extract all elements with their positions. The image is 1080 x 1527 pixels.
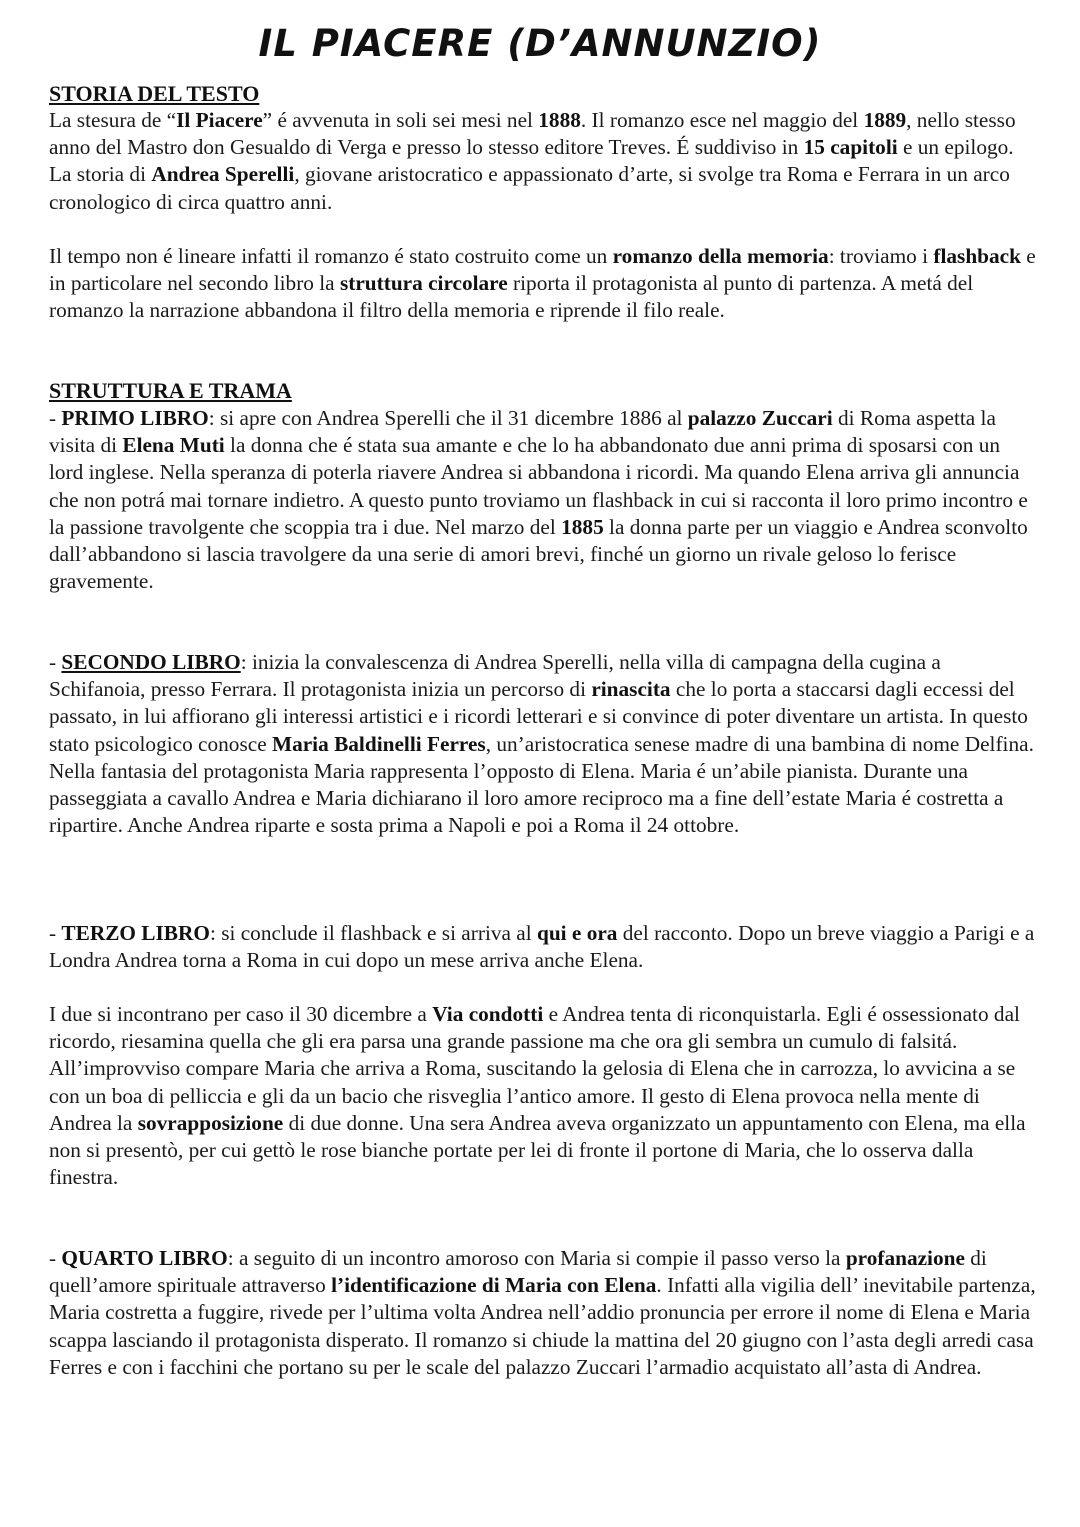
text-run: : a seguito di un incontro amoroso con Maria si compie il passo verso la [227, 1246, 846, 1270]
text-run: che lo porta a staccarsi dagli eccessi del passato, in lui affiorano gli interessi artistici e i ricordi letterari e si convince di poter diventare un artista. In questo stato psicologico conosce [49, 677, 1028, 756]
bold-identificazione: l’identificazione di Maria con Elena [331, 1273, 657, 1298]
bold-15-capitoli: 15 capitoli [803, 135, 898, 160]
bold-sovrapposizione: sovrapposizione [137, 1110, 284, 1135]
text-run: la donna che é stata sua amante e che lo ha abbandonato due anni prima di sposarsi con un lord inglese. Nella speranza di poterla riavere Andrea si abbandona i ricordi. Ma quando Elena arriva gli annuncia che non potrá mai tornare indietro. A questo punto troviamo un flashback in cui si racconta il loro primo incontro e la passione travolgente che scoppia tra i due. Nel marzo del [49, 433, 1028, 539]
text-run: la donna parte per un viaggio e Andrea sconvolto dall’abbandono si lascia travolgere da una serie di amori brevi, finché un giorno un rivale geloso lo ferisce gravemente. [49, 514, 1028, 594]
text-run: . Il romanzo esce nel maggio del [580, 108, 864, 132]
bold-romanzo-della-memoria: romanzo della memoria [612, 244, 829, 268]
bold-year-1885: 1885 [561, 514, 604, 539]
text-run: , giovane aristocratico e appassionato d’arte, si svolge tra Roma e Ferrara in un arco cronologico di circa quattro anni. [49, 162, 1010, 214]
text-run: - [49, 1246, 62, 1270]
text-run: : si apre con Andrea Sperelli che il 31 dicembre 1886 al [208, 406, 688, 430]
paragraph-quarto-libro [49, 1245, 1039, 1381]
text-run: I due si incontrano per caso il 30 dicembre a [49, 1002, 433, 1026]
text-run: Il tempo non é lineare infatti il romanzo é stato costruito come un [49, 244, 613, 268]
text-run: - [49, 921, 62, 945]
bold-secondo-libro: SECONDO LIBRO [61, 650, 241, 674]
text-run: riporta il protagonista al punto di partenza. A metá del romanzo la narrazione abbandona il filtro della memoria e riprende il filo reale. [49, 271, 974, 323]
paragraph-secondo-libro [49, 649, 1039, 839]
text-run: : troviamo i [828, 244, 934, 268]
paragraph-terzo-libro-a [49, 920, 1039, 974]
section-heading-storia: STORIA DEL TESTO [49, 81, 260, 106]
bold-via-condotti: Via condotti [432, 1002, 544, 1026]
bold-andrea-sperelli: Andrea Sperelli [151, 162, 295, 187]
bold-profanazione: profanazione [845, 1246, 965, 1270]
bold-year-1889: 1889 [863, 108, 907, 132]
text-run: - [49, 650, 62, 674]
text-run: . Infatti alla vigilia dell’ inevitabile partenza, Maria costretta a fuggire, rivede per l’ultima volta Andrea nell’addio pronuncia per errore il nome di Elena e Maria scappa lasciando il protagonista disperato. Il romanzo si chiude la mattina del 20 giugno con l’asta degli arredi casa Ferres e con i facchini che portano su per le scale del palazzo Zuccari l’armadio acquistato all’asta di Andrea. [49, 1273, 1036, 1379]
page-title: IL PIACERE (D’ANNUNZIO) [258, 22, 822, 65]
text-run: di Roma aspetta la visita di [49, 406, 996, 458]
text-run: e in particolare nel secondo libro la [49, 244, 1036, 296]
bold-year-1888: 1888 [538, 108, 581, 132]
section-heading-struttura: STRUTTURA E TRAMA [49, 378, 292, 403]
bold-maria-baldinelli-ferres: Maria Baldinelli Ferres [271, 731, 486, 756]
text-run: di due donne. Una sera Andrea aveva organizzato un appuntamento con Elena, ma ella non si presentò, per cui gettò le rose bianche portate per lei di fronte il portone di Maria, che lo osserva dalla finestra. [49, 1110, 1026, 1190]
text-run: del racconto. Dopo un breve viaggio a Parigi e a Londra Andrea torna a Roma in cui dopo un mese arriva anche Elena. [49, 921, 1035, 973]
text-run: , un’aristocratica senese madre di una bambina di nome Delfina. Nella fantasia del protagonista Maria rappresenta l’opposto di Elena. Maria é un’abile pianista. Durante una passeggiata a cavallo Andrea e Maria dichiarano il loro amore reciproco ma a fine dell’estate Maria é costretta a ripartire. Anche Andrea riparte e sosta prima a Napoli e poi a Roma il 24 ottobre. [49, 731, 1034, 838]
text-run: : inizia la convalescenza di Andrea Sperelli, nella villa di campagna della cugina a Schifanoia, presso Ferrara. Il protagonista inizia un percorso di [49, 650, 941, 702]
bold-terzo-libro: TERZO LIBRO [61, 921, 210, 945]
text-run: , nello stesso anno del Mastro don Gesualdo di Verga e presso lo stesso editore Treves. É suddiviso in [49, 108, 1016, 160]
paragraph-terzo-libro-b [49, 1001, 1039, 1191]
bold-rinascita: rinascita [591, 677, 671, 702]
bold-primo-libro: PRIMO LIBRO [61, 406, 209, 430]
bold-elena-muti: Elena Muti [122, 433, 225, 458]
bold-qui-e-ora: qui e ora [536, 921, 618, 945]
paragraph-storia-1 [49, 107, 1039, 216]
text-run: e Andrea tenta di riconquistarla. Egli é ossessionato dal ricordo, riesamina quella che gli era parsa una grande passione ma che ora gli sembra un cumulo di falsitá. All’improvviso compare Maria che arriva a Roma, suscitando la gelosia di Elena che in carrozza, lo avvicina a se con un boa di pelliccia e gli da un bacio che risveglia l’antico amore. Il gesto di Elena provoca nella mente di Andrea la [49, 1002, 1020, 1135]
bold-quarto-libro: QUARTO LIBRO [61, 1246, 228, 1270]
text-run: di quell’amore spirituale attraverso [49, 1246, 987, 1298]
paragraph-storia-2 [49, 243, 1039, 325]
bold-palazzo-zuccari: palazzo Zuccari [687, 406, 833, 430]
text-run: La stesura de “ [49, 108, 177, 132]
bold-struttura-circolare: struttura circolare [339, 271, 508, 296]
paragraph-primo-libro [49, 405, 1039, 595]
text-run: e un epilogo. La storia di [49, 135, 1014, 187]
text-run: ” é avvenuta in soli sei mesi nel [262, 108, 539, 132]
text-run: - [49, 406, 62, 430]
bold-flashback: flashback [933, 244, 1021, 268]
bold-title-il-piacere: Il Piacere [176, 108, 263, 132]
text-run: : si conclude il flashback e si arriva al [209, 921, 537, 945]
